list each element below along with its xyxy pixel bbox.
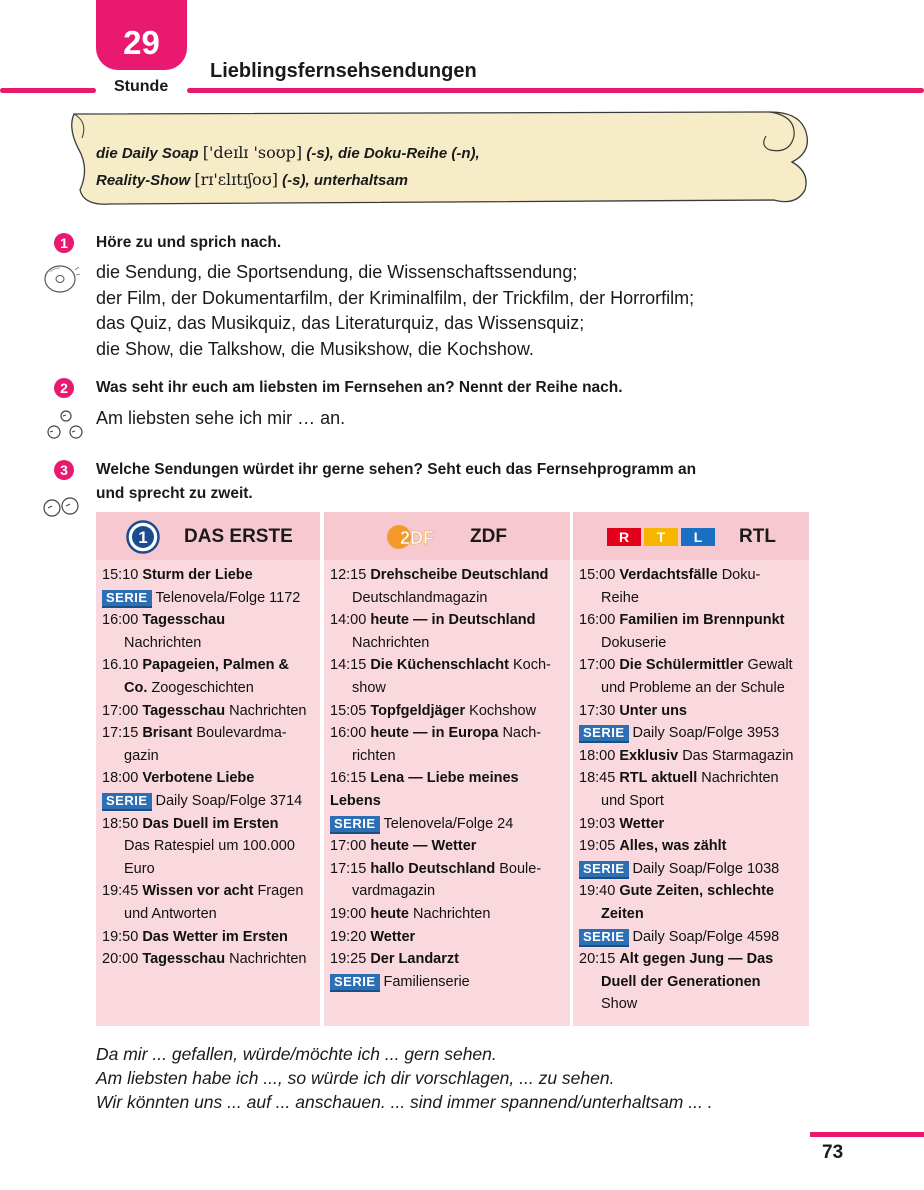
word-line: der Film, der Dokumentarfilm, der Kriminalfilm, der Trickfilm, der Horrorfilm; bbox=[96, 287, 695, 308]
programme-serie-row bbox=[579, 722, 809, 745]
programme-serie-row bbox=[330, 813, 570, 836]
programme-time: 15:05 bbox=[330, 702, 367, 719]
programme-description: gazin bbox=[124, 747, 159, 764]
programme-row bbox=[102, 722, 318, 745]
phrase-line: Wir könnten uns ... auf ... anschauen. ... sind immer spannend/unterhaltsam ... . bbox=[96, 1092, 713, 1112]
vocab-term: Reality-Show bbox=[96, 172, 191, 189]
programme-row bbox=[579, 609, 809, 632]
programme-time: 16.10 bbox=[102, 657, 139, 674]
vocab-line-1 bbox=[96, 140, 480, 167]
programme-time: 20:15 bbox=[579, 951, 616, 968]
serie-badge: SERIE bbox=[330, 816, 380, 834]
programme-row bbox=[579, 880, 809, 903]
programme-description: vardmagazin bbox=[352, 883, 436, 900]
logo-text: 2DF bbox=[399, 528, 435, 548]
programme-description: Gewalt bbox=[747, 657, 793, 674]
programme-time: 18:45 bbox=[579, 770, 616, 787]
word-line: die Sendung, die Sportsendung, die Wissenschaftssendung; bbox=[96, 262, 578, 282]
task-1-words bbox=[96, 260, 694, 362]
page-title: Lieblingsfernsehsendungen bbox=[210, 60, 477, 82]
programme-time: 17:15 bbox=[330, 860, 367, 877]
task-1-instruction: Höre zu und sprich nach. bbox=[96, 234, 282, 251]
programme-row bbox=[579, 813, 809, 836]
programme-title: Familien im Brennpunkt bbox=[619, 612, 785, 629]
programme-continuation bbox=[330, 587, 570, 610]
programme-title: Tagesschau bbox=[142, 951, 226, 968]
programme-row bbox=[330, 926, 570, 949]
serie-badge: SERIE bbox=[102, 590, 152, 608]
serie-badge: SERIE bbox=[579, 929, 629, 947]
programme-time: 19:00 bbox=[330, 905, 367, 922]
programme-time: 19:50 bbox=[102, 928, 139, 945]
programme-row bbox=[579, 564, 809, 587]
programme-title: Drehscheibe Deutschland bbox=[370, 567, 549, 583]
logo-text: R bbox=[618, 529, 630, 545]
channel-header-rtl bbox=[573, 512, 809, 560]
programme-title: Duell der Generationen bbox=[601, 973, 761, 990]
programme-title: Verdachtsfälle bbox=[619, 567, 718, 583]
programme-continuation bbox=[102, 677, 318, 700]
programme-row bbox=[330, 700, 570, 723]
programme-title: heute — Wetter bbox=[370, 838, 477, 855]
programme-time: 20:00 bbox=[102, 951, 139, 968]
channel-column-zdf bbox=[324, 512, 570, 1026]
programme-title: Der Landarzt bbox=[370, 951, 459, 968]
programme-row bbox=[102, 564, 318, 587]
programme-row bbox=[102, 948, 318, 971]
programme-list-rtl bbox=[579, 564, 809, 1016]
programme-row bbox=[330, 609, 570, 632]
programme-description: Euro bbox=[124, 860, 155, 877]
programme-time: 19:25 bbox=[330, 951, 367, 968]
programme-description: Kochshow bbox=[469, 702, 537, 719]
programme-row bbox=[579, 700, 809, 723]
programme-description: Koch- bbox=[512, 657, 551, 674]
serie-badge: SERIE bbox=[579, 861, 629, 879]
programme-time: 14:15 bbox=[330, 657, 367, 674]
programme-description: Reihe bbox=[601, 589, 639, 606]
vocab-term: (-s), unterhaltsam bbox=[282, 172, 409, 189]
programme-description: Nachrichten bbox=[701, 770, 779, 787]
programme-description: und Sport bbox=[601, 792, 664, 809]
programme-continuation bbox=[102, 745, 318, 768]
programme-time: 16:00 bbox=[102, 612, 139, 629]
logo-text: L bbox=[693, 529, 703, 545]
programme-title: Verbotene Liebe bbox=[142, 770, 255, 787]
programme-title: Das Duell im Ersten bbox=[142, 815, 279, 832]
programme-time: 16:00 bbox=[579, 612, 616, 629]
programme-row bbox=[330, 835, 570, 858]
programme-title: Brisant bbox=[142, 725, 193, 742]
programme-continuation bbox=[330, 677, 570, 700]
programme-description: Boulevardma- bbox=[196, 725, 287, 742]
programme-continuation bbox=[579, 587, 809, 610]
programme-row bbox=[579, 767, 809, 790]
programme-description: Fragen bbox=[257, 883, 304, 900]
programme-time: 18:00 bbox=[579, 747, 616, 764]
zdf-logo-icon bbox=[386, 524, 446, 550]
programme-time: 19:03 bbox=[579, 815, 616, 832]
programme-row bbox=[330, 722, 570, 745]
programme-title: Wetter bbox=[619, 815, 665, 832]
programme-row bbox=[330, 903, 570, 926]
programme-description: Nach- bbox=[502, 725, 542, 742]
programme-title: Die Küchenschlacht bbox=[370, 657, 509, 674]
programme-row bbox=[330, 564, 570, 587]
programme-description: show bbox=[352, 679, 386, 696]
programme-title: Alles, was zählt bbox=[619, 838, 727, 855]
programme-description: Show bbox=[601, 996, 638, 1013]
programme-description: Zoogeschichten bbox=[151, 679, 254, 696]
programme-title: Topfgeldjäger bbox=[370, 702, 466, 719]
programme-row bbox=[102, 609, 318, 632]
serie-badge: SERIE bbox=[102, 793, 152, 811]
programme-description: Boule- bbox=[499, 860, 542, 877]
programme-description: Nachrichten bbox=[124, 634, 202, 651]
programme-continuation bbox=[579, 790, 809, 813]
serie-badge: SERIE bbox=[330, 974, 380, 992]
channel-name: DAS ERSTE bbox=[184, 526, 293, 547]
programme-title: Gute Zeiten, schlechte bbox=[619, 883, 775, 900]
programme-time: 19:45 bbox=[102, 883, 139, 900]
programme-title: Papageien, Palmen & bbox=[142, 657, 289, 674]
programme-title: heute — in Europa bbox=[370, 725, 499, 742]
rtl-logo-icon bbox=[607, 528, 717, 546]
channel-name: ZDF bbox=[470, 526, 507, 547]
programme-description: Deutschlandmagazin bbox=[352, 589, 488, 606]
programme-title: hallo Deutschland bbox=[370, 860, 496, 877]
programme-time: 12:15 bbox=[330, 567, 367, 583]
programme-title: RTL aktuell bbox=[619, 770, 698, 787]
phrase-line: Da mir ... gefallen, würde/möchte ich ... gern sehen. bbox=[96, 1044, 497, 1064]
programme-row bbox=[102, 767, 318, 790]
programme-time: 18:00 bbox=[102, 770, 139, 787]
programme-continuation bbox=[579, 632, 809, 655]
instruction-line: und sprecht zu zweit. bbox=[96, 485, 253, 502]
programme-continuation bbox=[330, 880, 570, 903]
programme-time: 17:00 bbox=[330, 838, 367, 855]
programme-list-erste bbox=[102, 564, 318, 971]
programme-row bbox=[330, 767, 570, 812]
programme-description: Daily Soap/Folge 1038 bbox=[632, 860, 780, 877]
programme-serie-row bbox=[102, 587, 318, 610]
programme-continuation bbox=[579, 971, 809, 994]
programme-row bbox=[102, 926, 318, 949]
programme-row bbox=[330, 948, 570, 971]
programme-description: Das Ratespiel um 100.000 bbox=[124, 838, 295, 855]
programme-time: 14:00 bbox=[330, 612, 367, 629]
programme-time: 15:00 bbox=[579, 567, 616, 583]
programme-row bbox=[102, 813, 318, 836]
programme-time: 15:10 bbox=[102, 567, 139, 583]
programme-time: 19:05 bbox=[579, 838, 616, 855]
programme-description: Daily Soap/Folge 3714 bbox=[155, 792, 303, 809]
lesson-label: Stunde bbox=[114, 78, 169, 95]
cd-icon bbox=[42, 262, 82, 296]
programme-continuation bbox=[102, 903, 318, 926]
programme-description: Nachrichten bbox=[352, 634, 430, 651]
header-rule-left bbox=[0, 88, 96, 93]
header-rule-right bbox=[187, 88, 924, 93]
programme-row bbox=[579, 835, 809, 858]
channel-column-erste bbox=[96, 512, 320, 1026]
programme-time: 17:15 bbox=[102, 725, 139, 742]
programme-title: Tagesschau bbox=[142, 702, 226, 719]
task-2-instruction: Was seht ihr euch am liebsten im Fernsehen an? Nennt der Reihe nach. bbox=[96, 379, 623, 396]
programme-description: Familienserie bbox=[383, 973, 470, 990]
programme-description: und Probleme an der Schule bbox=[601, 679, 785, 696]
programme-title: Wetter bbox=[370, 928, 416, 945]
task-3-instruction bbox=[96, 458, 696, 506]
das-erste-logo-icon bbox=[126, 520, 160, 554]
pair-talk-icon bbox=[40, 494, 84, 520]
programme-description: Telenovela/Folge 1172 bbox=[155, 589, 301, 606]
programme-time: 17:30 bbox=[579, 702, 616, 719]
programme-serie-row bbox=[579, 858, 809, 881]
vocab-box bbox=[96, 140, 480, 194]
programme-continuation bbox=[102, 835, 318, 858]
task-2-number: 2 bbox=[54, 378, 74, 398]
word-line: das Quiz, das Musikquiz, das Literaturquiz, das Wissensquiz; bbox=[96, 313, 585, 333]
footer-rule bbox=[810, 1132, 924, 1137]
programme-title: Das Wetter im Ersten bbox=[142, 928, 288, 945]
programme-row bbox=[102, 654, 318, 677]
programme-description: Doku- bbox=[721, 567, 761, 583]
programme-description: Dokuserie bbox=[601, 634, 667, 651]
programme-description: und Antworten bbox=[124, 905, 217, 922]
programme-time: 17:00 bbox=[102, 702, 139, 719]
programme-title: Exklusiv bbox=[619, 747, 679, 764]
programme-row bbox=[579, 948, 809, 971]
channel-header-erste bbox=[96, 512, 320, 560]
programme-serie-row bbox=[579, 926, 809, 949]
programme-title: heute — in Deutschland bbox=[370, 612, 536, 629]
phrases-block bbox=[96, 1042, 713, 1114]
programme-time: 16:00 bbox=[330, 725, 367, 742]
programme-description: Telenovela/Folge 24 bbox=[383, 815, 514, 832]
vocab-ipa: ['deɪlɪ 'soʊp] bbox=[202, 143, 303, 162]
channel-header-zdf bbox=[324, 512, 570, 560]
vocab-term: (-s), die Doku-Reihe (-n), bbox=[306, 145, 480, 162]
programme-row bbox=[102, 880, 318, 903]
programme-row bbox=[102, 700, 318, 723]
programme-time: 17:00 bbox=[579, 657, 616, 674]
programme-time: 16:15 bbox=[330, 770, 367, 787]
vocab-term: die Daily Soap bbox=[96, 145, 199, 162]
programme-list-zdf bbox=[330, 564, 570, 993]
logo-text: T bbox=[656, 529, 666, 545]
programme-row bbox=[330, 858, 570, 881]
programme-time: 18:50 bbox=[102, 815, 139, 832]
programme-title: Tagesschau bbox=[142, 612, 226, 629]
programme-title: heute bbox=[370, 905, 409, 922]
programme-row bbox=[579, 745, 809, 768]
logo-text: 1 bbox=[138, 528, 148, 547]
task-1-number: 1 bbox=[54, 233, 74, 253]
programme-description: richten bbox=[352, 747, 396, 764]
word-line: die Show, die Talkshow, die Musikshow, die Kochshow. bbox=[96, 338, 534, 359]
task-2-line: Am liebsten sehe ich mir … an. bbox=[96, 408, 346, 428]
programme-time: 19:20 bbox=[330, 928, 367, 945]
programme-row bbox=[579, 654, 809, 677]
page-number: 73 bbox=[822, 1142, 844, 1163]
programme-title: Sturm der Liebe bbox=[142, 567, 253, 583]
lesson-number-badge: 29 bbox=[96, 0, 187, 70]
programme-continuation bbox=[102, 858, 318, 881]
programme-title: Co. bbox=[124, 679, 148, 696]
programme-description: Nachrichten bbox=[229, 951, 307, 968]
programme-continuation bbox=[330, 745, 570, 768]
programme-continuation bbox=[579, 677, 809, 700]
task-3-number: 3 bbox=[54, 460, 74, 480]
programme-title: Alt gegen Jung — Das bbox=[619, 951, 774, 968]
group-talk-icon bbox=[44, 408, 88, 444]
programme-title: Wissen vor acht bbox=[142, 883, 254, 900]
programme-description: Daily Soap/Folge 3953 bbox=[632, 725, 780, 742]
serie-badge: SERIE bbox=[579, 725, 629, 743]
programme-serie-row bbox=[102, 790, 318, 813]
channel-name: RTL bbox=[739, 526, 776, 547]
phrase-line: Am liebsten habe ich ..., so würde ich dir vorschlagen, ... zu sehen. bbox=[96, 1068, 615, 1088]
programme-title: Die Schülermittler bbox=[619, 657, 744, 674]
channel-column-rtl bbox=[573, 512, 809, 1026]
programme-description: Das Starmagazin bbox=[682, 747, 794, 764]
programme-description: Nachrichten bbox=[229, 702, 307, 719]
programme-continuation bbox=[102, 632, 318, 655]
vocab-line-2 bbox=[96, 167, 480, 194]
programme-description: Daily Soap/Folge 4598 bbox=[632, 928, 780, 945]
instruction-line: Welche Sendungen würdet ihr gerne sehen? Seht euch das Fernsehprogramm an bbox=[96, 461, 697, 478]
programme-continuation bbox=[579, 903, 809, 926]
programme-continuation bbox=[579, 993, 809, 1016]
programme-title: Unter uns bbox=[619, 702, 687, 719]
programme-serie-row bbox=[330, 971, 570, 994]
vocab-ipa: [rɪ'ɛlɪtɪʃoʊ] bbox=[194, 170, 278, 189]
programme-continuation bbox=[330, 632, 570, 655]
programme-description: Nachrichten bbox=[413, 905, 491, 922]
programme-row bbox=[330, 654, 570, 677]
programme-time: 19:40 bbox=[579, 883, 616, 900]
programme-title: Lena — Liebe meines Lebens bbox=[330, 770, 519, 809]
programme-title: Zeiten bbox=[601, 905, 644, 922]
